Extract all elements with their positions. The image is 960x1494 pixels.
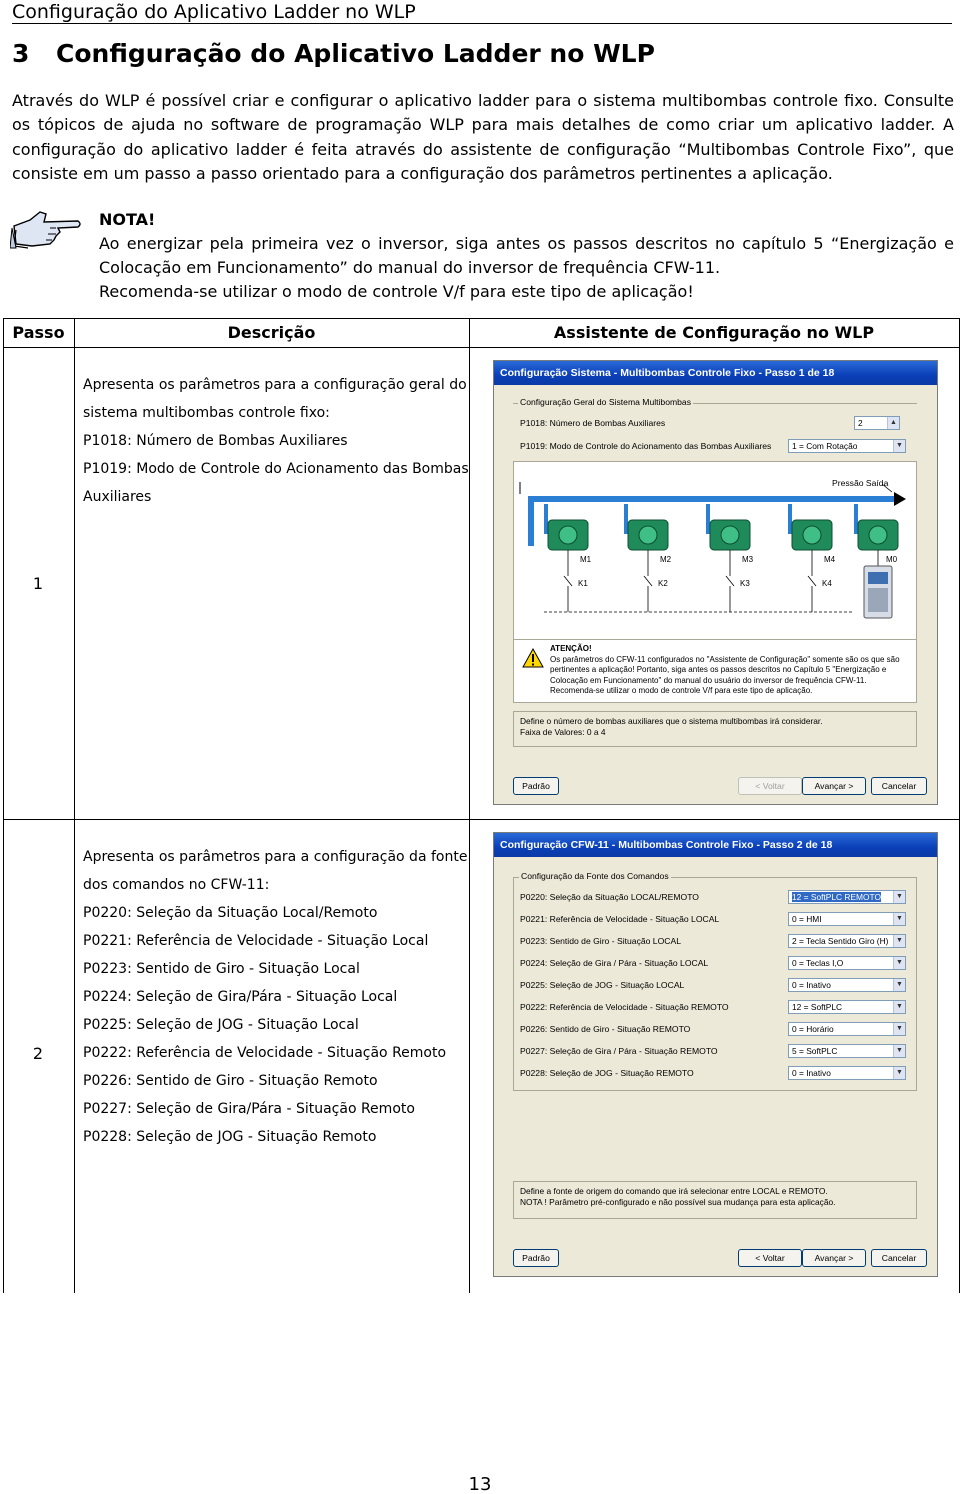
default-button[interactable]: Padrão bbox=[513, 777, 559, 795]
output-pressure-label: Pressão Saída bbox=[832, 478, 889, 488]
svg-text:M3: M3 bbox=[742, 555, 754, 564]
description-line: Auxiliares bbox=[83, 489, 152, 505]
table-col-divider-2 bbox=[469, 318, 470, 1293]
p0226-select[interactable] bbox=[788, 1022, 906, 1036]
select-value: 0 = HMI bbox=[792, 914, 822, 924]
spinner-value: 2 bbox=[858, 418, 863, 428]
description-line: P1019: Modo de Controle do Acionamento das Bombas bbox=[83, 461, 469, 477]
outlet-arrow-icon bbox=[894, 492, 906, 506]
pump-count-spinner[interactable] bbox=[854, 416, 900, 430]
intro-paragraph: Através do WLP é possível criar e configurar o aplicativo ladder para o sistema multibombas controle fixo. Consulte os tópicos de ajuda no software de programação WLP para mais detalhes de como criar um aplicativo ladder. A configuração do aplicativo ladder é feita através do assistente de configuração “Multibombas Controle Fixo”, que consiste em um passo a passo orientado para a configuração dos parâmetros pertinentes a aplicação. bbox=[12, 91, 954, 183]
output-pipe bbox=[528, 496, 900, 502]
cancel-button[interactable]: Cancelar bbox=[871, 777, 927, 795]
spinner-arrows-icon[interactable]: ▲ bbox=[887, 417, 899, 429]
param-label: P0222: Referência de Velocidade - Situação REMOTO bbox=[520, 1002, 729, 1012]
description-line: P0222: Referência de Velocidade - Situação Remoto bbox=[83, 1045, 447, 1061]
svg-text:M1: M1 bbox=[580, 555, 592, 564]
running-header: Configuração do Aplicativo Ladder no WLP bbox=[12, 0, 952, 24]
p0224-select[interactable] bbox=[788, 956, 906, 970]
chevron-down-icon[interactable]: ▼ bbox=[893, 1045, 905, 1057]
chevron-down-icon[interactable]: ▼ bbox=[893, 440, 905, 452]
svg-text:M2: M2 bbox=[660, 555, 672, 564]
table-border-left bbox=[3, 318, 4, 1293]
section-title-text: Configuração do Aplicativo Ladder no WLP bbox=[56, 39, 655, 68]
select-value: 12 = SoftPLC bbox=[792, 1002, 843, 1012]
param-label: P0225: Seleção de JOG - Situação LOCAL bbox=[520, 980, 685, 990]
description-line: Apresenta os parâmetros para a configuração geral do bbox=[83, 377, 467, 393]
group-label: Configuração da Fonte dos Comandos bbox=[521, 871, 669, 881]
hint-line: NOTA ! Parâmetro pré-configurado e não possível sua mudança para esta aplicação. bbox=[520, 1197, 836, 1207]
section-title bbox=[12, 38, 655, 70]
next-button[interactable]: Avançar > bbox=[802, 777, 866, 795]
chevron-down-icon[interactable]: ▼ bbox=[893, 1023, 905, 1035]
select-value: 5 = SoftPLC bbox=[792, 1046, 838, 1056]
attention-heading: ATENÇÃO! bbox=[550, 644, 592, 653]
chevron-down-icon[interactable]: ▼ bbox=[893, 957, 905, 969]
select-value: 0 = Inativo bbox=[792, 1068, 831, 1078]
select-value: 1 = Com Rotação bbox=[792, 441, 858, 451]
chevron-down-icon[interactable]: ▼ bbox=[893, 913, 905, 925]
hint-line: Faixa de Valores: 0 a 4 bbox=[520, 727, 606, 737]
step-description bbox=[83, 371, 469, 511]
select-value: 0 = Inativo bbox=[792, 980, 831, 990]
step-number: 1 bbox=[32, 574, 44, 593]
svg-text:M4: M4 bbox=[824, 555, 836, 564]
attention-box bbox=[513, 639, 917, 703]
param-label: P0221: Referência de Velocidade - Situação LOCAL bbox=[520, 914, 720, 924]
p0222-select[interactable] bbox=[788, 1000, 906, 1014]
select-value: 12 = SoftPLC REMOTO bbox=[792, 892, 881, 902]
chevron-down-icon[interactable]: ▼ bbox=[893, 1001, 905, 1013]
param-label: P0226: Sentido de Giro - Situação REMOTO bbox=[520, 1024, 691, 1034]
step-number: 2 bbox=[32, 1044, 44, 1063]
description-line: P0226: Sentido de Giro - Situação Remoto bbox=[83, 1073, 378, 1089]
back-button[interactable]: < Voltar bbox=[738, 1249, 802, 1267]
p0228-select[interactable] bbox=[788, 1066, 906, 1080]
chevron-down-icon[interactable]: ▼ bbox=[893, 891, 905, 903]
description-line: sistema multibombas controle fixo: bbox=[83, 405, 330, 421]
description-line: P0227: Seleção de Gira/Pára - Situação Remoto bbox=[83, 1101, 415, 1117]
param-label: P0223: Sentido de Giro - Situação LOCAL bbox=[520, 936, 681, 946]
table-header-divider bbox=[3, 347, 960, 348]
contactor-label-k3: K3 bbox=[740, 579, 750, 588]
dialog-title-bar: Configuração Sistema - Multibombas Controle Fixo - Passo 1 de 18 bbox=[494, 361, 937, 385]
pump-m0 bbox=[854, 504, 898, 564]
description-line: dos comandos no CFW-11: bbox=[83, 877, 270, 893]
pump-diagram-svg bbox=[514, 462, 916, 642]
p0221-select[interactable] bbox=[788, 912, 906, 926]
header-descricao: Descrição bbox=[227, 323, 316, 342]
default-button[interactable]: Padrão bbox=[513, 1249, 559, 1267]
param-label: P1018: Número de Bombas Auxiliares bbox=[520, 418, 666, 428]
wizard-dialog-step-2 bbox=[493, 832, 938, 1277]
dialog-title-bar: Configuração CFW-11 - Multibombas Controle Fixo - Passo 2 de 18 bbox=[494, 833, 937, 857]
chevron-down-icon[interactable]: ▼ bbox=[893, 1067, 905, 1079]
pointing-hand-icon bbox=[10, 204, 82, 256]
select-value: 0 = Horário bbox=[792, 1024, 834, 1034]
description-line: Apresenta os parâmetros para a configuração da fonte bbox=[83, 849, 468, 865]
select-value: 0 = Teclas I,O bbox=[792, 958, 844, 968]
attention-text bbox=[550, 644, 914, 697]
back-button[interactable]: < Voltar bbox=[738, 777, 802, 795]
description-line: P0220: Seleção da Situação Local/Remoto bbox=[83, 905, 378, 921]
param-label: P0227: Seleção de Gira / Pára - Situação REMOTO bbox=[520, 1046, 718, 1056]
chevron-down-icon[interactable]: ▼ bbox=[893, 935, 905, 947]
description-line: P0228: Seleção de JOG - Situação Remoto bbox=[83, 1129, 377, 1145]
steps-table bbox=[3, 318, 960, 1293]
header-passo: Passo bbox=[12, 323, 65, 342]
contactor-label-k1: K1 bbox=[578, 579, 588, 588]
pump-system-diagram bbox=[513, 461, 917, 643]
chevron-down-icon[interactable]: ▼ bbox=[893, 979, 905, 991]
note-line-1: Ao energizar pela primeira vez o inversor, siga antes os passos descritos no capítulo 5 “Energização e Colocação em Funcionamento” do manual do inversor de frequência CFW-11. bbox=[99, 234, 954, 277]
param-label: P0220: Seleção da Situação LOCAL/REMOTO bbox=[520, 892, 699, 902]
table-row-divider bbox=[3, 819, 960, 820]
note-title: NOTA! bbox=[99, 210, 156, 229]
header-assistente: Assistente de Configuração no WLP bbox=[553, 323, 875, 342]
description-line: P0221: Referência de Velocidade - Situação Local bbox=[83, 933, 429, 949]
description-line: P0225: Seleção de JOG - Situação Local bbox=[83, 1017, 359, 1033]
select-value: 2 = Tecla Sentido Giro (H) bbox=[792, 936, 889, 946]
control-mode-select[interactable] bbox=[788, 439, 906, 453]
attention-body: Os parâmetros do CFW-11 configurados no "Assistente de Configuração" somente são os que são pertinentes a aplicação! Portanto, siga antes os passos descritos no Capítulo 5 "Energização e Colocação em Funcionamento" do manual do usuário do inversor de frequência CFW-11. Recomenda-se utilizar o modo de controle V/f para este tipo de aplicação. bbox=[550, 654, 900, 695]
svg-text:M0: M0 bbox=[886, 555, 898, 564]
inlet-pipe bbox=[528, 496, 534, 546]
page-number: 13 bbox=[468, 1474, 492, 1494]
parameter-hint-box bbox=[513, 1181, 917, 1219]
section-number: 3 bbox=[12, 39, 30, 68]
param-label: P0228: Seleção de JOG - Situação REMOTO bbox=[520, 1068, 694, 1078]
wizard-dialog-step-1 bbox=[493, 360, 938, 805]
description-line: P0223: Sentido de Giro - Situação Local bbox=[83, 961, 360, 977]
description-line: P0224: Seleção de Gira/Pára - Situação Local bbox=[83, 989, 398, 1005]
p0227-select[interactable] bbox=[788, 1044, 906, 1058]
param-label: P1019: Modo de Controle do Acionamento das Bombas Auxiliares bbox=[520, 441, 772, 451]
note-line-2: Recomenda-se utilizar o modo de controle V/f para este tipo de aplicação! bbox=[99, 282, 694, 301]
hint-line: Define a fonte de origem do comando que irá selecionar entre LOCAL e REMOTO. bbox=[520, 1186, 828, 1196]
step-description bbox=[83, 843, 469, 1151]
warning-icon bbox=[522, 648, 544, 668]
p0225-select[interactable] bbox=[788, 978, 906, 992]
group-label: Configuração Geral do Sistema Multibombas bbox=[520, 397, 692, 407]
parameter-hint-box bbox=[513, 711, 917, 747]
p0223-select[interactable] bbox=[788, 934, 906, 948]
contactor-label-k4: K4 bbox=[822, 579, 832, 588]
inverter-cfw11-icon bbox=[864, 566, 892, 618]
p0220-select[interactable] bbox=[788, 890, 906, 904]
table-col-divider-1 bbox=[74, 318, 75, 1293]
hint-line: Define o número de bombas auxiliares que o sistema multibombas irá considerar. bbox=[520, 716, 823, 726]
note-text bbox=[99, 232, 954, 304]
cancel-button[interactable]: Cancelar bbox=[871, 1249, 927, 1267]
param-label: P0224: Seleção de Gira / Pára - Situação LOCAL bbox=[520, 958, 709, 968]
contactor-label-k2: K2 bbox=[658, 579, 668, 588]
description-line: P1018: Número de Bombas Auxiliares bbox=[83, 433, 348, 449]
next-button[interactable]: Avançar > bbox=[802, 1249, 866, 1267]
